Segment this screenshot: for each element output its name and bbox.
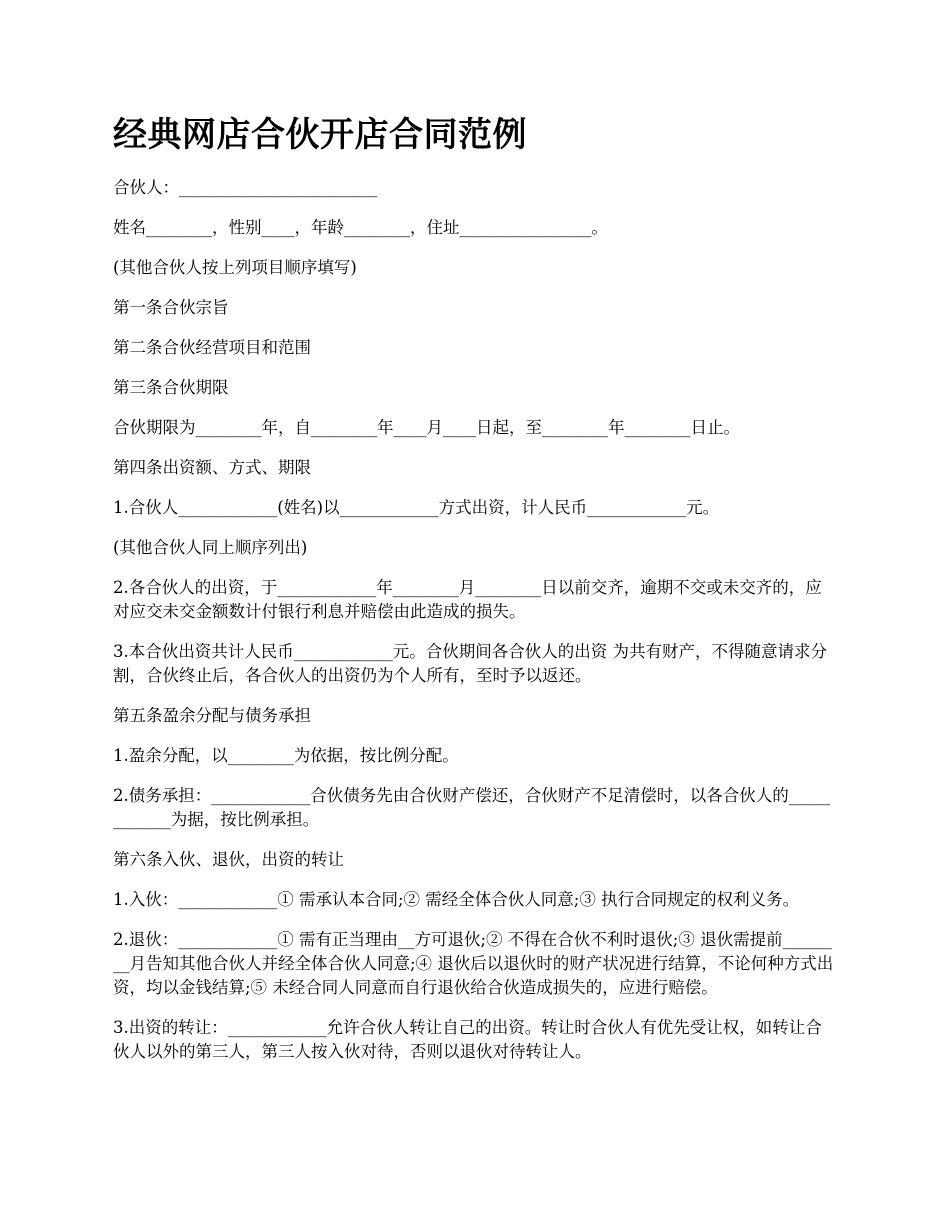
article-2-heading: 第二条合伙经营项目和范围 — [113, 338, 311, 357]
article-6-heading: 第六条入伙、退伙，出资的转让 — [113, 850, 344, 869]
partner-line: 合伙人：________________________ — [113, 178, 377, 197]
profit-distribution-clause: 1.盈余分配，以________为依据，按比例分配。 — [113, 746, 459, 765]
withdrawal-clause: 2.退伙：____________① 需有正当理由__方可退伙;② 不得在合伙不利时退伙;③ 退伙需提前________月告知其他合伙人并经全体合伙人同意;④ 退伙后以退伙时的财产状况进行结算，不论何种方式出资，均以金钱结算;⑤ 未经合同人同意而自行退伙给合伙造成损失的，应进行赔偿。 — [113, 930, 834, 997]
partner-info-line: 姓名________，性别____，年龄________，住址________________。 — [113, 218, 608, 237]
document-page — [113, 112, 837, 1080]
partnership-term: 合伙期限为________年，自________年____月____日起，至________年________日止。 — [113, 418, 740, 437]
article-3-heading: 第三条合伙期限 — [113, 378, 229, 397]
contribution-clause-3: 3.本合伙出资共计人民币____________元。合伙期间各合伙人的出资 为共有财产，不得随意请求分割，合伙终止后，各合伙人的出资仍为个人所有，至时予以返还。 — [113, 642, 827, 685]
article-5-heading: 第五条盈余分配与债务承担 — [113, 706, 311, 725]
article-4-heading: 第四条出资额、方式、期限 — [113, 458, 311, 477]
contribution-clause-1: 1.合伙人____________(姓名)以____________方式出资，计人民币____________元。 — [113, 498, 720, 517]
note-other-contributions: (其他合伙人同上顺序列出) — [113, 538, 308, 557]
contribution-clause-2: 2.各合伙人的出资，于____________年________月________日以前交齐，逾期不交或未交齐的，应对应交未交金额数计付银行利息并赔偿由此造成的损失。 — [113, 578, 822, 621]
note-other-partners: (其他合伙人按上列项目顺序填写) — [113, 258, 357, 277]
transfer-clause: 3.出资的转让：____________允许合伙人转让自己的出资。转让时合伙人有优先受让权，如转让合伙人以外的第三人，第三人按入伙对待，否则以退伙对待转让人。 — [113, 1018, 822, 1061]
article-1-heading: 第一条合伙宗旨 — [113, 298, 229, 317]
debt-clause: 2.债务承担：____________合伙债务先由合伙财产偿还，合伙财产不足清偿时，以各合伙人的____________为据，按比例承担。 — [113, 786, 830, 829]
admission-clause: 1.入伙：____________① 需承认本合同;② 需经全体合伙人同意;③ 执行合同规定的权利义务。 — [113, 890, 800, 909]
document-title: 经典网店合伙开店合同范例 — [113, 115, 527, 155]
